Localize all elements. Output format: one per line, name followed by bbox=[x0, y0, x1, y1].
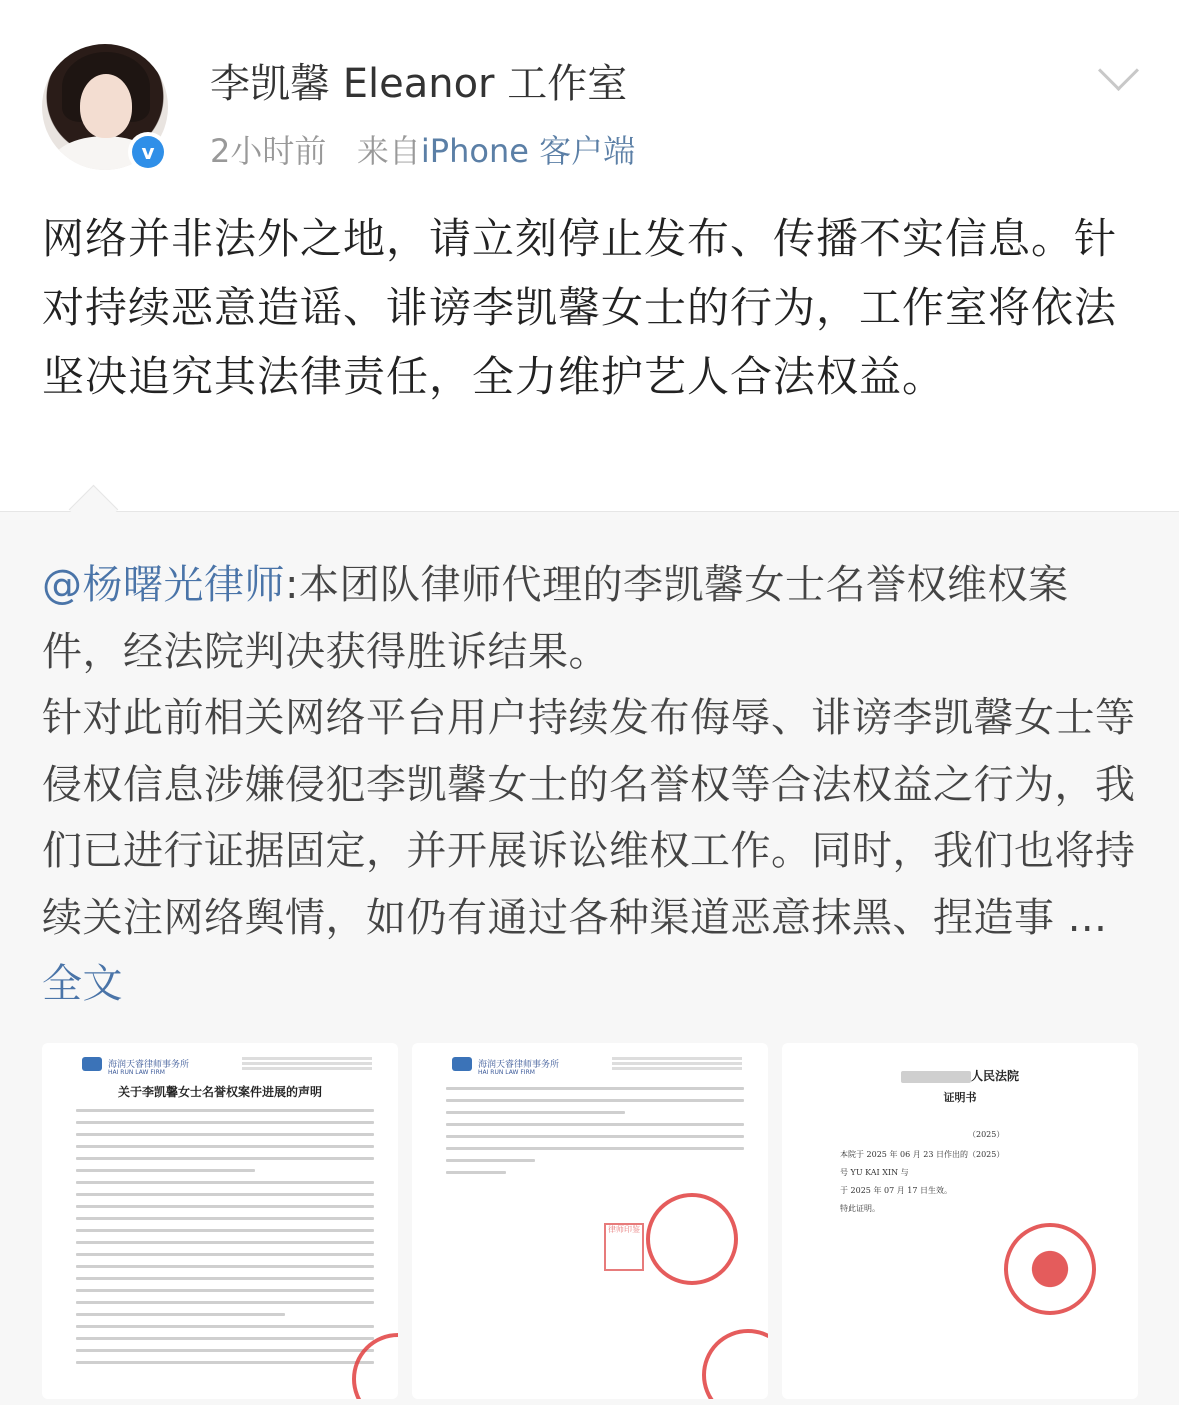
firm-address bbox=[612, 1055, 742, 1072]
verified-badge-icon bbox=[128, 132, 168, 172]
court-title-text: 人民法院 bbox=[970, 1069, 1019, 1083]
image-thumbnail-1[interactable] bbox=[42, 1043, 398, 1399]
court-seal-stamp bbox=[1004, 1223, 1096, 1315]
full-text-link[interactable]: 全文 bbox=[42, 961, 123, 1007]
lawyer-seal-stamp: 律师印鉴 bbox=[604, 1223, 644, 1271]
image-grid bbox=[42, 1043, 1138, 1403]
certificate-line-4: 于 2025 年 07 月 17 日生效。 bbox=[840, 1186, 952, 1195]
post-header bbox=[0, 0, 1179, 190]
court-name bbox=[782, 1067, 1138, 1084]
case-number-line: （2025） bbox=[968, 1130, 1005, 1139]
repost-body: :本团队律师代理的李凯馨女士名誉权维权案件，经法院判决获得胜诉结果。 针对此前相关网络平台用户持续发布侮辱、诽谤李凯馨女士等侵权信息涉嫌侵犯李凯馨女士的名誉权等合法权益之行为，我们已进行证据固定，并开展诉讼维权工作。同时，我们也将持续关注网络舆情，如仍有通过各种渠道恶意抹黑、捏造事 ... bbox=[42, 562, 1136, 941]
repost-mention-link[interactable]: @杨曙光律师 bbox=[42, 562, 285, 608]
chevron-down-icon[interactable] bbox=[1098, 50, 1139, 91]
certificate-line-2: 本院于 2025 年 06 月 23 日作出的（2025） bbox=[840, 1150, 1005, 1159]
post-text: 网络并非法外之地，请立刻停止发布、传播不实信息。针对持续恶意造谣、诽谤李凯馨女士的行为，工作室将依法坚决追究其法律责任，全力维护艺人合法权益。 bbox=[42, 214, 1118, 401]
certificate-line-3: 号 YU KAI XIN 与 bbox=[840, 1168, 909, 1177]
image-thumbnail-3[interactable] bbox=[782, 1043, 1138, 1399]
document-body-lines bbox=[76, 1109, 374, 1373]
post-time: 2小时前 bbox=[210, 132, 327, 170]
document-title: 关于李凯馨女士名誉权案件进展的声明 bbox=[117, 1085, 322, 1099]
firm-name: 海润天睿律师事务所 bbox=[478, 1060, 560, 1070]
document-body-lines bbox=[446, 1087, 744, 1183]
author-name[interactable]: 李凯馨 Eleanor 工作室 bbox=[210, 61, 628, 107]
avatar-face bbox=[80, 74, 132, 138]
post-source[interactable]: iPhone 客户端 bbox=[420, 132, 636, 170]
redacted-block bbox=[901, 1071, 971, 1083]
firm-name-en: HAI RUN LAW FIRM bbox=[108, 1069, 165, 1076]
seal-stamp-icon bbox=[702, 1329, 768, 1399]
firm-name: 海润天睿律师事务所 bbox=[108, 1060, 190, 1070]
repost-card[interactable] bbox=[0, 511, 1179, 1405]
firm-logo-icon bbox=[82, 1057, 102, 1071]
certificate-title: 证明书 bbox=[943, 1091, 977, 1104]
repost-notch bbox=[69, 485, 118, 534]
certificate-line-5: 特此证明。 bbox=[840, 1204, 880, 1213]
verified-badge-glyph: v bbox=[132, 136, 164, 168]
firm-logo-icon bbox=[452, 1057, 472, 1071]
firm-seal-stamp-icon bbox=[646, 1193, 738, 1285]
firm-name-en: HAI RUN LAW FIRM bbox=[478, 1069, 535, 1076]
repost-text bbox=[42, 552, 1142, 1018]
firm-address bbox=[242, 1055, 372, 1072]
image-thumbnail-2[interactable] bbox=[412, 1043, 768, 1399]
post-meta bbox=[210, 126, 635, 172]
post-from-label: 来自 bbox=[356, 132, 421, 170]
